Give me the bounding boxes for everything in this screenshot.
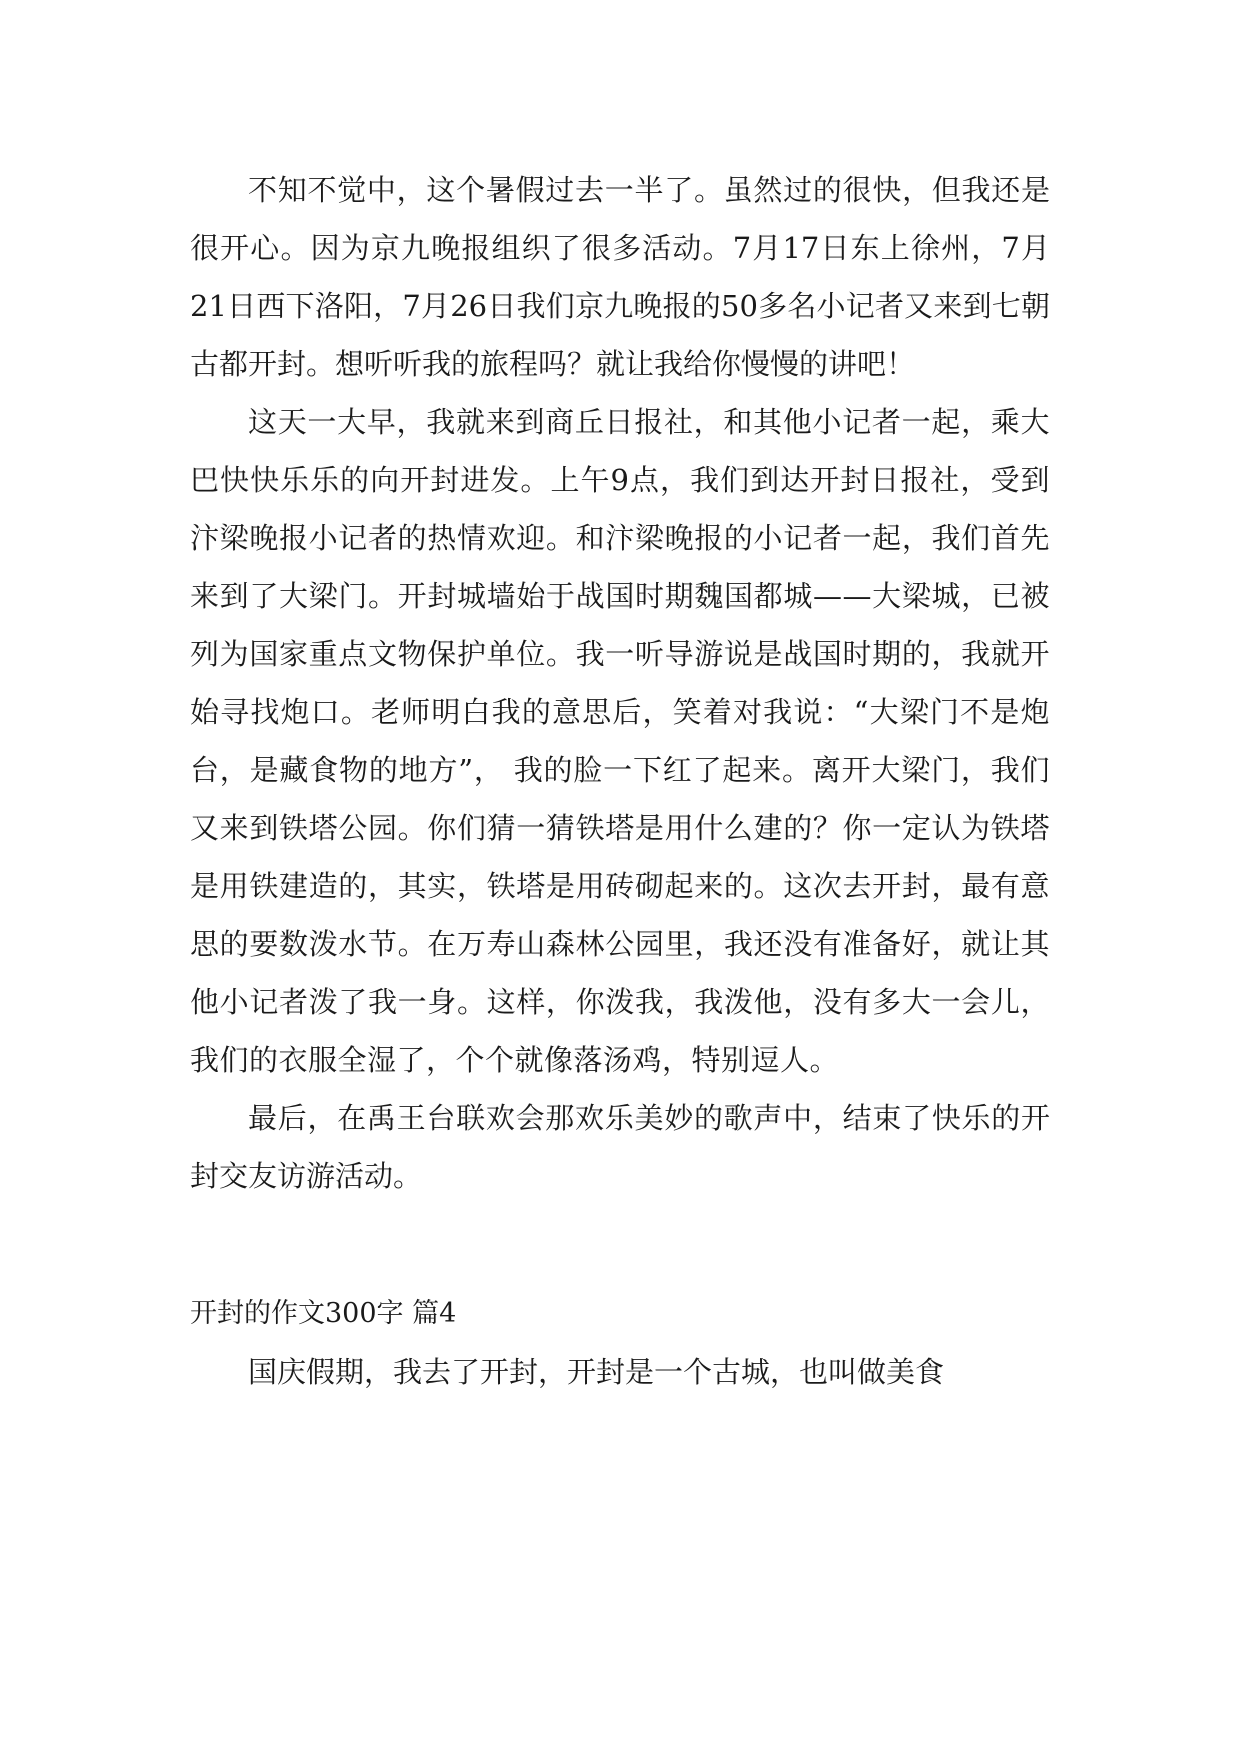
paragraph-ending: 最后，在禹王台联欢会那欢乐美妙的歌声中，结束了快乐的开封交友访游活动。: [190, 1101, 1050, 1193]
section-heading: 开封的作文300字 篇4: [190, 1298, 457, 1329]
document-body: [190, 161, 1050, 1401]
paragraph-national-day: 国庆假期，我去了开封，开封是一个古城，也叫做美食: [248, 1355, 945, 1389]
paragraph-summer-vacation: 不知不觉中，这个暑假过去一半了。虽然过的很快，但我还是很开心。因为京九晚报组织了很多活动。7月17日东上徐州，7月21日西下洛阳，7月26日我们京九晚报的50多名小记者又来到七朝古都开封。想听听我的旅程吗？就让我给你慢慢的讲吧！: [190, 173, 1050, 381]
paragraph-kaifeng-trip: 这天一大早，我就来到商丘日报社，和其他小记者一起，乘大巴快快乐乐的向开封进发。上午9点，我们到达开封日报社，受到汴梁晚报小记者的热情欢迎。和汴梁晚报的小记者一起，我们首先来到了大梁门。开封城墙始于战国时期魏国都城——大梁城，已被列为国家重点文物保护单位。我一听导游说是战国时期的，我就开始寻找炮口。老师明白我的意思后，笑着对我说：“大梁门不是炮台，是藏食物的地方”， 我的脸一下红了起来。离开大梁门，我们又来到铁塔公园。你们猜一猜铁塔是用什么建的？你一定认为铁塔是用铁建造的，其实，铁塔是用砖砌起来的。这次去开封，最有意思的要数泼水节。在万寿山森林公园里，我还没有准备好，就让其他小记者泼了我一身。这样，你泼我，我泼他，没有多大一会儿，我们的衣服全湿了，个个就像落汤鸡，特别逗人。: [190, 405, 1050, 1077]
